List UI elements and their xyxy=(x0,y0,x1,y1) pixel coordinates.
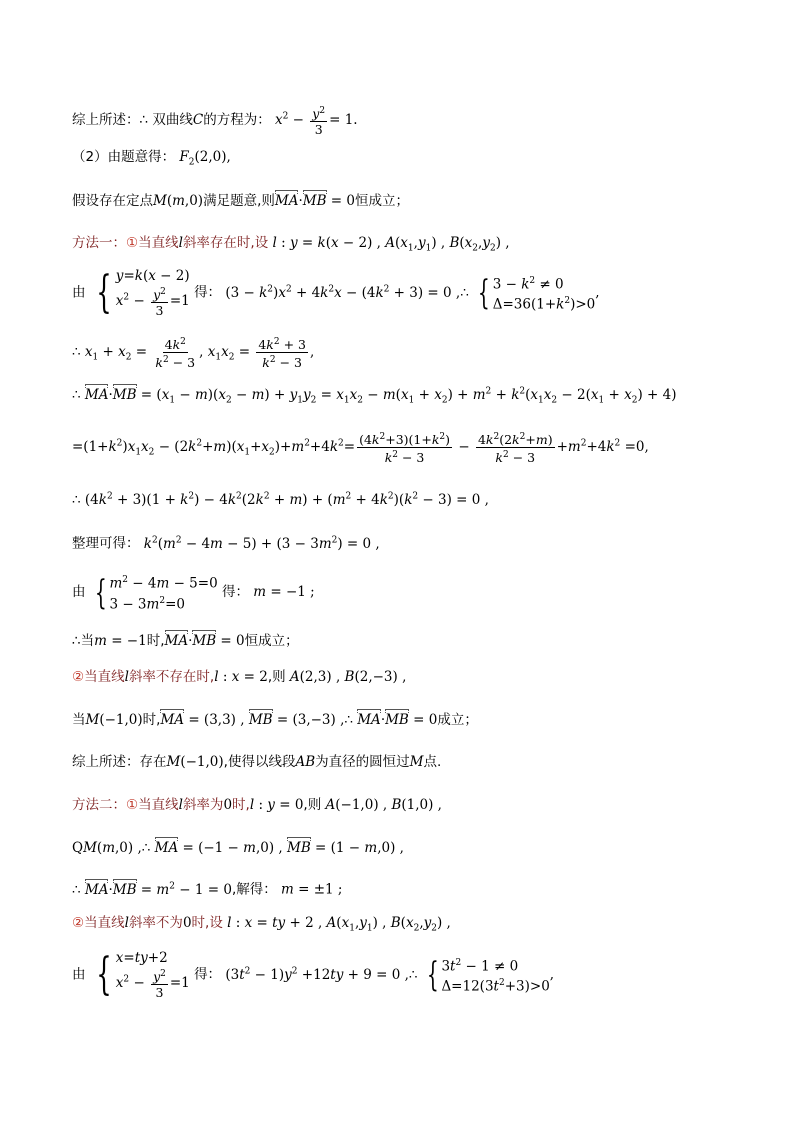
system-line-2: 由 { $m^2 - 4m - 5=0$ $3 - 3m^2=0$ 得： m = −1 ; xyxy=(72,572,315,613)
verify-line: 当M(−1,0)时,MA = (3,3) , MB = (3,−3) ,∴ MA·MB = 0成立； xyxy=(72,712,478,728)
dot-product-line: ∴ $MA\cdot MB = (x_1 - m)(x_2 - m) + y_1y_2 = x_1x_2 - m(x_1 + x_2) + m^2 + k^2(x_1x_2 - 2(x_1 + x_2) + 4)$ xyxy=(72,386,677,406)
expansion-line: $=(1+k^2)x_1x_2 - (2k^2+m)(x_1+x_2)+m^2+4k^2=$ $\frac{(4k^2+3)(1+k^2)}{k^2 - 3}$ − $\frac{4k^2(2k^2+m)}{k^2 - 3}$ $+m^2+4k^2 =0$, xyxy=(72,432,649,466)
conclusion-line-2: 综上所述：存在M(−1,0),使得以线段AB为直径的圆恒过M点. xyxy=(72,754,442,770)
case-2b-line: ②当直线l斜率不为0时,设 l : x = ty + 2 , $A(x_1,y_1)$ , $B(x_2,y_2)$ , xyxy=(72,915,451,934)
part-2-line: （2）由题意得： $F_2(2,0)$, xyxy=(72,149,231,168)
simplify-line: 整理可得： $k^2(m^2 - 4m - 5) + (3 - 3m^2) = 0$ , xyxy=(72,535,380,552)
result-line-1: ∴当m = −1时,MA·MB = 0恒成立； xyxy=(72,633,299,649)
vector-line: QM(m,0) ,∴ MA = (−1 − m,0) , MB = (1 − m,0) , xyxy=(72,840,404,856)
solve-line: ∴ $MA\cdot MB = m^2 - 1 = 0$,解得： m = ±1 ; xyxy=(72,881,343,898)
vieta-line: ∴ $x_1 + x_2$ = $\frac{4k^2}{k^2 - 3}$ , $x_1x_2$ = $\frac{4k^2 + 3}{k^2 - 3}$ , xyxy=(72,337,315,371)
assumption-line: 假设存在定点M(m,0)满足题意,则MA·MB = 0恒成立； xyxy=(72,193,409,209)
numerator-line: ∴ $(4k^2 + 3)(1 + k^2) - 4k^2(2k^2 + m) + (m^2 + 4k^2)(k^2 - 3) = 0$ , xyxy=(72,491,489,508)
method-1-heading: 方法一：①当直线l斜率存在时,设 l : y = k(x − 2) , $A(x_1,y_1)$ , $B(x_2,y_2)$ , xyxy=(72,235,510,254)
conclusion-line-1: 综上所述：∴ 双曲线C的方程为： $x^2$ − $\frac{y^2}{3}$ = 1. xyxy=(72,106,358,138)
method-2-heading: 方法二：①当直线l斜率为0时,l : y = 0,则 A(−1,0) , B(1,0) , xyxy=(72,797,442,813)
case-2-line: ②当直线l斜率不存在时,l : x = 2,则 A(2,3) , B(2,−3) , xyxy=(72,669,407,685)
system-line-1: 由 { y=k(x − 2) $x^2$ − $\frac{y^2}{3}$ =1 得： $(3 - k^2)x^2 + 4k^2x - (4k^2 + 3) = 0$ ,∴ { $3 - k^2 \ne 0$ $\Delta=36(1+k^2)>0$ , xyxy=(72,267,600,319)
system-line-3: 由 { x=ty+2 $x^2$ − $\frac{y^2}{3}$ =1 得： $(3t^2 - 1)y^2 +12ty + 9 = 0$ ,∴ { $3t^2 - 1 \ne 0$ $\Delta=12(3t^2+3)>0$ , xyxy=(72,949,555,1001)
